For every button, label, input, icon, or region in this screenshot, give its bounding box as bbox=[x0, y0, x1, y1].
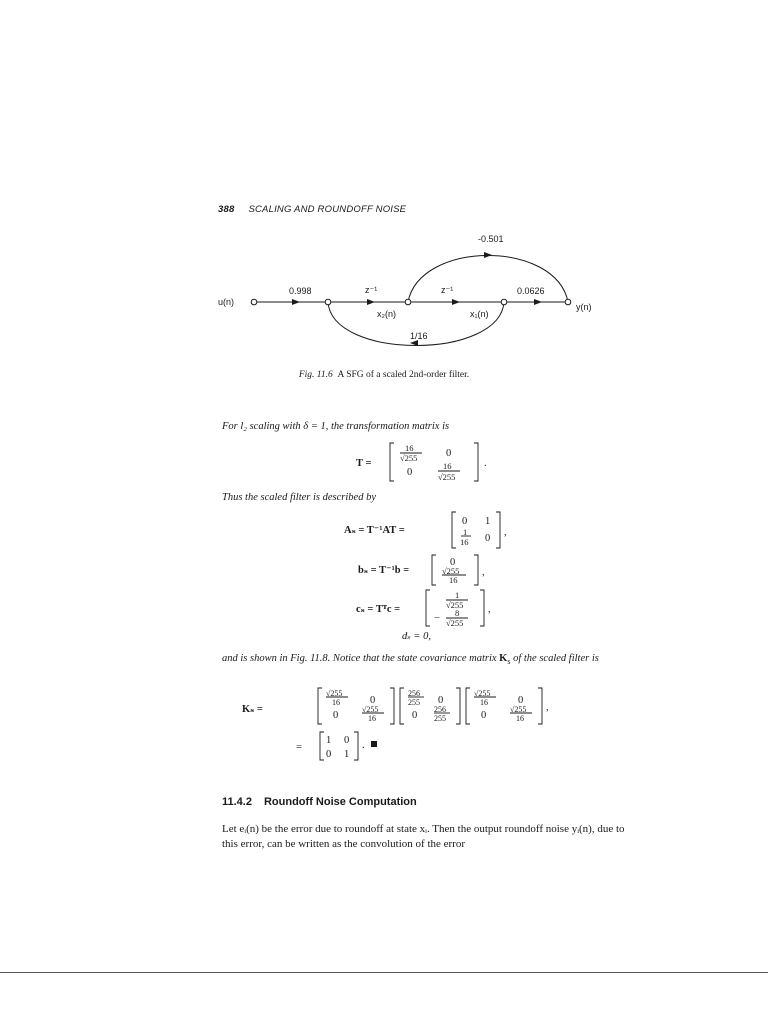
covariance-paragraph bbox=[222, 652, 632, 668]
cs-r1-den: √255 bbox=[446, 600, 464, 610]
Ks-m2-bracket-right bbox=[456, 688, 460, 724]
equation-cs bbox=[354, 588, 524, 630]
bs-r2-den: 16 bbox=[449, 575, 458, 585]
cs-bracket-right bbox=[480, 590, 484, 626]
cs-r2-den: √255 bbox=[446, 618, 464, 628]
T-bracket-left bbox=[390, 443, 394, 481]
covariance-symbol: K bbox=[499, 653, 508, 664]
cs-bracket-left bbox=[426, 590, 430, 626]
As-a12: 1 bbox=[485, 516, 491, 527]
As-comma: , bbox=[504, 527, 507, 538]
node-x2 bbox=[405, 299, 411, 305]
equation-Ks bbox=[238, 686, 618, 766]
T-a11-num: 16 bbox=[405, 443, 414, 453]
Ks-m2-22-num: 256 bbox=[434, 705, 446, 714]
arrow-top-feedback bbox=[484, 252, 492, 258]
T-period: . bbox=[484, 458, 487, 469]
bs-lhs: bₛ = T⁻¹b = bbox=[358, 565, 410, 576]
section-heading bbox=[222, 796, 417, 808]
Ks-m1-12: 0 bbox=[370, 695, 376, 706]
label-input: u(n) bbox=[218, 297, 235, 307]
caption-text: A SFG of a scaled 2nd-order filter. bbox=[337, 370, 470, 380]
Ks-m3-22-num: √255 bbox=[510, 705, 527, 714]
Ks-m2-21: 0 bbox=[412, 710, 418, 721]
intro-paragraph: For l₂ scaling with δ = 1, the transformation matrix is bbox=[222, 421, 450, 432]
covariance-text-2: of the scaled filter is bbox=[513, 653, 599, 664]
Ks-m2-12: 0 bbox=[438, 695, 444, 706]
arrow-gain-input bbox=[292, 299, 300, 305]
equation-bs bbox=[356, 553, 516, 589]
equation-As bbox=[342, 508, 552, 552]
As-a11: 0 bbox=[462, 516, 468, 527]
Ks-m2-22-den: 255 bbox=[434, 714, 446, 723]
sfg-diagram bbox=[0, 220, 768, 370]
T-a21: 0 bbox=[407, 467, 413, 478]
arrow-gain-output bbox=[534, 299, 542, 305]
qed-mark bbox=[371, 741, 377, 747]
Ks-m1-bracket-left bbox=[318, 688, 322, 724]
bs-bracket-right bbox=[474, 555, 478, 585]
T-a22-num: 16 bbox=[443, 461, 452, 471]
Ks-m2-11-num: 256 bbox=[408, 689, 420, 698]
label-delay-2: z⁻¹ bbox=[441, 285, 454, 295]
label-gain-output: 0.0626 bbox=[517, 286, 545, 296]
node-a bbox=[325, 299, 331, 305]
As-a22: 0 bbox=[485, 533, 491, 544]
T-bracket-right bbox=[474, 443, 478, 481]
section-title: Roundoff Noise Computation bbox=[263, 796, 417, 808]
figure-caption bbox=[0, 370, 768, 380]
bs-bracket-left bbox=[432, 555, 436, 585]
As-bracket-left bbox=[452, 512, 456, 548]
running-header bbox=[218, 204, 406, 215]
cs-r2-sign: − bbox=[434, 613, 440, 624]
Ks-m3-11-num: √255 bbox=[474, 689, 491, 698]
T-a22-den: √255 bbox=[438, 472, 456, 482]
T-lhs: T = bbox=[356, 458, 372, 469]
Ks-m3-bracket-right bbox=[538, 688, 542, 724]
Ks-m3-bracket-left bbox=[466, 688, 470, 724]
scaled-filter-paragraph: Thus the scaled filter is described by bbox=[222, 492, 376, 503]
cs-r2-num: 8 bbox=[455, 608, 460, 618]
covariance-text-1: and is shown in Fig. 11.8. Notice that the state covariance matrix bbox=[222, 653, 497, 664]
footer-rule bbox=[0, 972, 768, 973]
Ks-m1-22-den: 16 bbox=[368, 714, 376, 723]
Ks-m3-22-den: 16 bbox=[516, 714, 524, 723]
As-bracket-right bbox=[496, 512, 500, 548]
Ks-m1-22-num: √255 bbox=[362, 705, 379, 714]
arrow-delay-1 bbox=[367, 299, 375, 305]
Ks-m3-21: 0 bbox=[481, 710, 487, 721]
Ks-lhs: Kₛ = bbox=[242, 704, 263, 715]
As-a21-den: 16 bbox=[460, 537, 469, 547]
cs-comma: , bbox=[488, 604, 491, 615]
cs-lhs: cₛ = Tᵀc = bbox=[356, 604, 401, 615]
label-state-x2: x₂(n) bbox=[377, 309, 396, 319]
section-number: 11.4.2 bbox=[222, 796, 252, 808]
label-delay-1: z⁻¹ bbox=[365, 285, 378, 295]
Ks-eq2: = bbox=[296, 742, 302, 753]
equation-T bbox=[350, 438, 510, 486]
node-output bbox=[565, 299, 571, 305]
bs-r1: 0 bbox=[450, 557, 456, 568]
Ks-m1-bracket-right bbox=[390, 688, 394, 724]
label-gain-input: 0.998 bbox=[289, 286, 312, 296]
node-x1 bbox=[501, 299, 507, 305]
Ks-m1-11-den: 16 bbox=[332, 698, 340, 707]
cs-r1-num: 1 bbox=[455, 590, 460, 600]
bs-r2-num: √255 bbox=[442, 566, 460, 576]
label-feedback-top: -0.501 bbox=[478, 234, 504, 244]
section-body: Let eᵢ(n) be the error due to roundoff at state xᵢ. Then the output roundoff noise yᵢ(n), due to this error, can be written as the convolution of the error bbox=[222, 823, 625, 850]
Ks-i21: 0 bbox=[326, 749, 332, 760]
Ks-m1-21: 0 bbox=[333, 710, 339, 721]
caption-label: Fig. 11.6 bbox=[298, 370, 333, 380]
T-a11-den: √255 bbox=[400, 453, 418, 463]
label-state-x1: x₁(n) bbox=[470, 309, 489, 319]
page-number: 388 bbox=[218, 204, 235, 215]
arrow-delay-2 bbox=[452, 299, 460, 305]
label-feedback-bottom: 1/16 bbox=[410, 331, 428, 341]
As-lhs: Aₛ = T⁻¹AT = bbox=[344, 525, 405, 536]
Ks-m2-bracket-left bbox=[400, 688, 404, 724]
covariance-symbol-sub: s bbox=[507, 657, 511, 667]
Ks-identity-bracket-right bbox=[354, 732, 358, 760]
Ks-m3-12: 0 bbox=[518, 695, 524, 706]
As-a21-num: 1 bbox=[463, 527, 468, 537]
Ks-m1-11-num: √255 bbox=[326, 689, 343, 698]
T-a12: 0 bbox=[446, 448, 452, 459]
Ks-period: . bbox=[362, 740, 365, 751]
label-output: y(n) bbox=[576, 302, 592, 312]
node-input bbox=[251, 299, 257, 305]
Ks-i22: 1 bbox=[344, 749, 350, 760]
equation-ds: dₛ = 0, bbox=[402, 631, 431, 642]
Ks-identity-bracket-left bbox=[320, 732, 324, 760]
Ks-i12: 0 bbox=[344, 735, 350, 746]
Ks-comma: , bbox=[546, 702, 549, 713]
running-title: SCALING AND ROUNDOFF NOISE bbox=[248, 204, 407, 215]
Ks-m2-11-den: 255 bbox=[408, 698, 420, 707]
bs-comma: , bbox=[482, 567, 485, 578]
Ks-i11: 1 bbox=[326, 735, 332, 746]
Ks-m3-11-den: 16 bbox=[480, 698, 488, 707]
